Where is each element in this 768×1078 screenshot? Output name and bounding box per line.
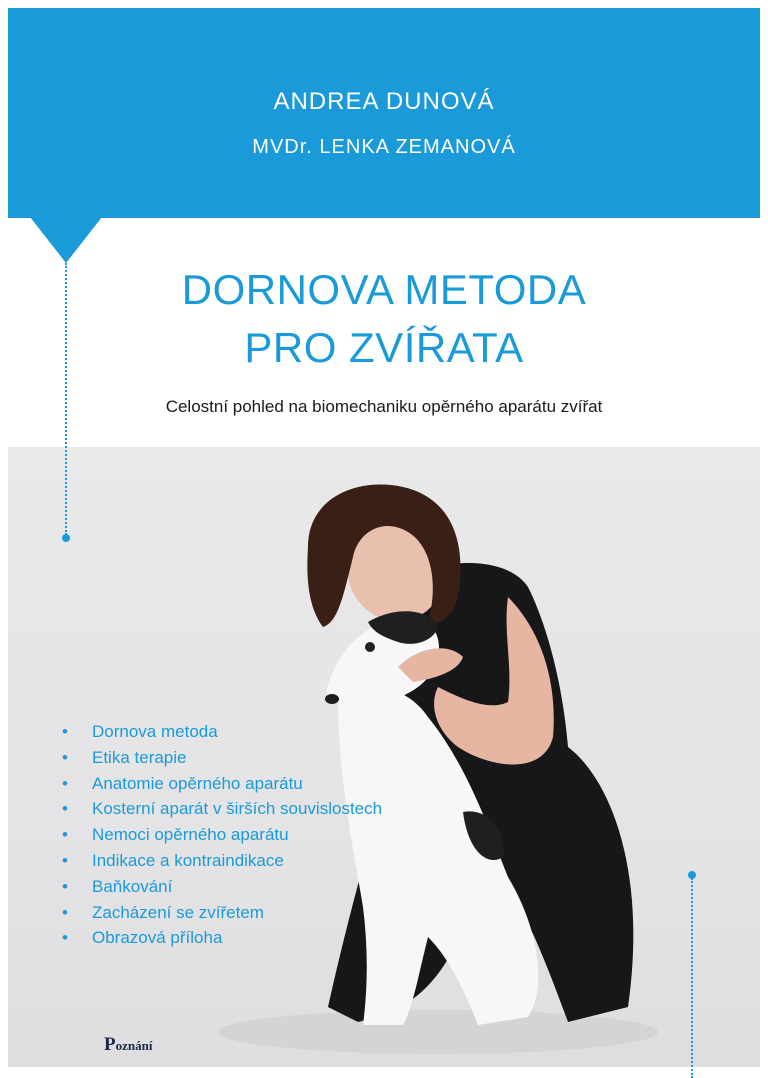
bullet-icon: • xyxy=(62,876,68,896)
title-line-2: PRO ZVÍŘATA xyxy=(244,324,524,371)
topic-item: • Etika terapie xyxy=(62,745,382,771)
subtitle: Celostní pohled na biomechaniku opěrného aparátu zvířat xyxy=(165,397,603,416)
bullet-icon: • xyxy=(62,902,68,922)
author-name-1: ANDREA DUNOVÁ xyxy=(273,88,495,115)
topic-item: • Indikace a kontraindikace xyxy=(62,848,382,874)
publisher-logo: Poznání xyxy=(104,1034,153,1055)
decorative-dotted-line-left xyxy=(65,263,67,535)
topic-item: • Dornova metoda xyxy=(62,719,382,745)
topic-item: • Zacházení se zvířetem xyxy=(62,900,382,926)
title-line-1: DORNOVA METODA xyxy=(181,266,587,313)
topic-item: • Obrazová příloha xyxy=(62,925,382,951)
topic-item: • Kosterní aparát v širších souvislostech xyxy=(62,796,382,822)
bullet-icon: • xyxy=(62,747,68,767)
bullet-icon: • xyxy=(62,928,68,948)
bullet-icon: • xyxy=(62,799,68,819)
bullet-icon: • xyxy=(62,773,68,793)
author-name-2: MVDr. LENKA ZEMANOVÁ xyxy=(252,136,516,158)
bullet-icon: • xyxy=(62,825,68,845)
bullet-icon: • xyxy=(62,850,68,870)
bullet-icon: • xyxy=(62,722,68,741)
decorative-dot-left xyxy=(62,534,70,542)
decorative-dotted-line-right xyxy=(691,878,693,1078)
topic-item: • Baňkování xyxy=(62,874,382,900)
header-notch xyxy=(30,217,102,263)
topic-item: • Anatomie opěrného aparátu xyxy=(62,771,382,797)
topic-list xyxy=(62,719,382,951)
decorative-dot-right xyxy=(688,871,696,879)
topic-item: • Nemoci opěrného aparátu xyxy=(62,822,382,848)
